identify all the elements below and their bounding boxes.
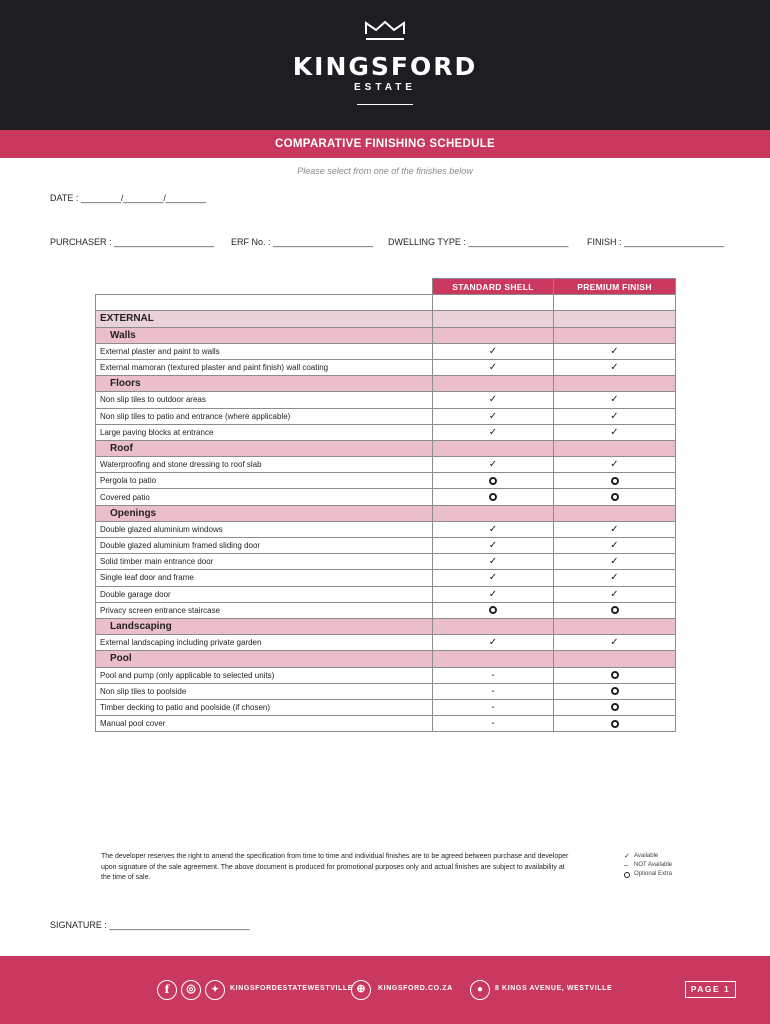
legend-available	[624, 852, 672, 861]
premium-finish-cell	[554, 602, 676, 618]
social-handle[interactable]: KINGSFORDESTATEWESTVILLE	[230, 985, 354, 992]
item-label: Single leaf door and frame	[96, 570, 433, 586]
website-link[interactable]: KINGSFORD.CO.ZA	[378, 985, 453, 992]
premium-finish-cell: ✓	[554, 538, 676, 554]
subsection-cell	[433, 505, 554, 521]
item-label: Non slip tiles to poolside	[96, 683, 433, 699]
optional-extra-icon	[611, 687, 619, 695]
date-field[interactable]: DATE : ________/________/________	[50, 193, 206, 203]
check-icon: ✓	[624, 853, 630, 860]
table-row	[96, 424, 676, 440]
standard-shell-cell: -	[433, 716, 554, 732]
standard-shell-cell: -	[433, 699, 554, 715]
table-row	[96, 554, 676, 570]
item-label: Double glazed aluminium framed sliding door	[96, 538, 433, 554]
erf-field[interactable]: ERF No. : ____________________	[231, 237, 374, 247]
disclaimer-text: The developer reserves the right to amend the specification from time to time and individual finishes are to be agreed between purchase and developer upon signature of the sale agreement. The above document is produced for promotional purposes only and actual finishes are subject to availability at the time of sale.	[101, 853, 569, 881]
standard-shell-cell: ✓	[433, 521, 554, 537]
subsection-cell	[554, 376, 676, 392]
header-blank-cell	[96, 279, 433, 295]
table-row	[96, 683, 676, 699]
subsection-cell	[554, 327, 676, 343]
page-title: COMPARATIVE FINISHING SCHEDULE	[0, 130, 770, 158]
subsection-label: Pool	[96, 651, 433, 667]
item-label: Covered patio	[96, 489, 433, 505]
page-number: PAGE 1	[685, 981, 736, 998]
standard-shell-cell: ✓	[433, 359, 554, 375]
optional-extra-icon	[611, 703, 619, 711]
optional-extra-icon	[489, 493, 497, 501]
legend-available-label: Available	[634, 853, 659, 859]
premium-finish-cell: ✓	[554, 343, 676, 359]
item-label: Double glazed aluminium windows	[96, 521, 433, 537]
premium-finish-cell: ✓	[554, 635, 676, 651]
item-label: Manual pool cover	[96, 716, 433, 732]
spacer-cell	[96, 295, 433, 311]
table-row	[96, 392, 676, 408]
location-pin-icon: ●	[470, 980, 490, 1000]
legend-not-available-label: NOT Available	[634, 862, 673, 868]
standard-shell-cell: ✓	[433, 586, 554, 602]
address-text: 8 KINGS AVENUE, WESTVILLE	[495, 985, 613, 992]
item-label: Privacy screen entrance staircase	[96, 602, 433, 618]
standard-shell-cell: -	[433, 683, 554, 699]
premium-finish-cell	[554, 473, 676, 489]
optional-extra-icon	[611, 477, 619, 485]
premium-finish-cell: ✓	[554, 359, 676, 375]
subsection-row	[96, 618, 676, 634]
dwelling-type-field[interactable]: DWELLING TYPE : ____________________	[388, 237, 569, 247]
optional-extra-icon	[611, 606, 619, 614]
item-label: Timber decking to patio and poolside (if chosen)	[96, 699, 433, 715]
premium-finish-cell: ✓	[554, 570, 676, 586]
item-label: Non slip tiles to patio and entrance (where applicable)	[96, 408, 433, 424]
subsection-cell	[433, 376, 554, 392]
brand-rule	[357, 104, 413, 105]
item-label: Pergola to patio	[96, 473, 433, 489]
table-row	[96, 538, 676, 554]
optional-extra-icon	[611, 671, 619, 679]
standard-shell-cell	[433, 602, 554, 618]
subsection-label: Roof	[96, 440, 433, 456]
column-header-standard-shell: STANDARD SHELL	[433, 279, 554, 295]
standard-shell-cell: ✓	[433, 554, 554, 570]
item-label: Double garage door	[96, 586, 433, 602]
optional-extra-icon	[489, 477, 497, 485]
subsection-row	[96, 376, 676, 392]
premium-finish-cell	[554, 489, 676, 505]
table-row	[96, 521, 676, 537]
item-label: Pool and pump (only applicable to selected units)	[96, 667, 433, 683]
optional-extra-icon	[611, 493, 619, 501]
legend-optional-label: Optional Extra	[634, 871, 673, 877]
optional-extra-icon	[611, 720, 619, 728]
standard-shell-cell: ✓	[433, 343, 554, 359]
spacer-row	[96, 295, 676, 311]
instagram-icon[interactable]: ◎	[181, 980, 201, 1000]
standard-shell-cell: ✓	[433, 424, 554, 440]
premium-finish-cell: ✓	[554, 392, 676, 408]
subsection-cell	[433, 327, 554, 343]
circle-icon	[624, 872, 630, 878]
table-row	[96, 489, 676, 505]
table-row	[96, 343, 676, 359]
item-label: Non slip tiles to outdoor areas	[96, 392, 433, 408]
item-label: Waterproofing and stone dressing to roof slab	[96, 457, 433, 473]
subsection-cell	[554, 505, 676, 521]
subsection-cell	[554, 651, 676, 667]
subsection-row	[96, 651, 676, 667]
finish-field[interactable]: FINISH : ____________________	[587, 237, 725, 247]
section-cell	[554, 311, 676, 327]
table-row	[96, 586, 676, 602]
item-label: External mamoran (textured plaster and paint finish) wall coating	[96, 359, 433, 375]
standard-shell-cell: ✓	[433, 538, 554, 554]
table-row	[96, 667, 676, 683]
subsection-cell	[554, 440, 676, 456]
premium-finish-cell	[554, 683, 676, 699]
premium-finish-cell: ✓	[554, 424, 676, 440]
premium-finish-cell	[554, 667, 676, 683]
signature-field[interactable]: SIGNATURE : ____________________________	[50, 920, 250, 930]
item-label: Large paving blocks at entrance	[96, 424, 433, 440]
purchaser-field[interactable]: PURCHASER : ____________________	[50, 237, 215, 247]
standard-shell-cell	[433, 489, 554, 505]
table-row	[96, 602, 676, 618]
table-header-row	[96, 279, 676, 295]
table-row	[96, 570, 676, 586]
globe-icon: ⊕	[351, 980, 371, 1000]
item-label: External landscaping including private garden	[96, 635, 433, 651]
premium-finish-cell: ✓	[554, 408, 676, 424]
item-label: Solid timber main entrance door	[96, 554, 433, 570]
table-row	[96, 635, 676, 651]
premium-finish-cell: ✓	[554, 554, 676, 570]
standard-shell-cell: ✓	[433, 457, 554, 473]
finishing-schedule-table	[95, 278, 676, 732]
standard-shell-cell: ✓	[433, 408, 554, 424]
subsection-label: Floors	[96, 376, 433, 392]
premium-finish-cell: ✓	[554, 457, 676, 473]
legend-optional	[624, 870, 672, 879]
dash-icon: –	[624, 862, 628, 869]
crown-icon	[362, 20, 408, 42]
legend-not-available	[624, 861, 672, 870]
column-header-premium-finish: PREMIUM FINISH	[554, 279, 676, 295]
premium-finish-cell	[554, 716, 676, 732]
table-row	[96, 473, 676, 489]
subsection-row	[96, 505, 676, 521]
section-label: EXTERNAL	[96, 311, 433, 327]
standard-shell-cell: ✓	[433, 392, 554, 408]
twitter-icon[interactable]: ✦	[205, 980, 225, 1000]
subsection-cell	[554, 618, 676, 634]
optional-extra-icon	[489, 606, 497, 614]
subsection-label: Landscaping	[96, 618, 433, 634]
subsection-label: Openings	[96, 505, 433, 521]
premium-finish-cell: ✓	[554, 586, 676, 602]
section-row-external	[96, 311, 676, 327]
section-cell	[433, 311, 554, 327]
subsection-label: Walls	[96, 327, 433, 343]
subsection-cell	[433, 618, 554, 634]
spacer-cell	[433, 295, 554, 311]
item-label: External plaster and paint to walls	[96, 343, 433, 359]
brand-sub: ESTATE	[354, 82, 416, 93]
spacer-cell	[554, 295, 676, 311]
subsection-cell	[433, 440, 554, 456]
standard-shell-cell: ✓	[433, 635, 554, 651]
premium-finish-cell	[554, 699, 676, 715]
subsection-row	[96, 327, 676, 343]
standard-shell-cell: -	[433, 667, 554, 683]
table-row	[96, 699, 676, 715]
standard-shell-cell	[433, 473, 554, 489]
brand-name: KINGSFORD	[292, 52, 478, 81]
table-row	[96, 359, 676, 375]
table-row	[96, 408, 676, 424]
legend	[624, 852, 672, 879]
page-subtitle: Please select from one of the finishes below	[297, 166, 473, 176]
facebook-icon[interactable]: f	[157, 980, 177, 1000]
table-row	[96, 457, 676, 473]
standard-shell-cell: ✓	[433, 570, 554, 586]
subsection-row	[96, 440, 676, 456]
premium-finish-cell: ✓	[554, 521, 676, 537]
subsection-cell	[433, 651, 554, 667]
table-row	[96, 716, 676, 732]
